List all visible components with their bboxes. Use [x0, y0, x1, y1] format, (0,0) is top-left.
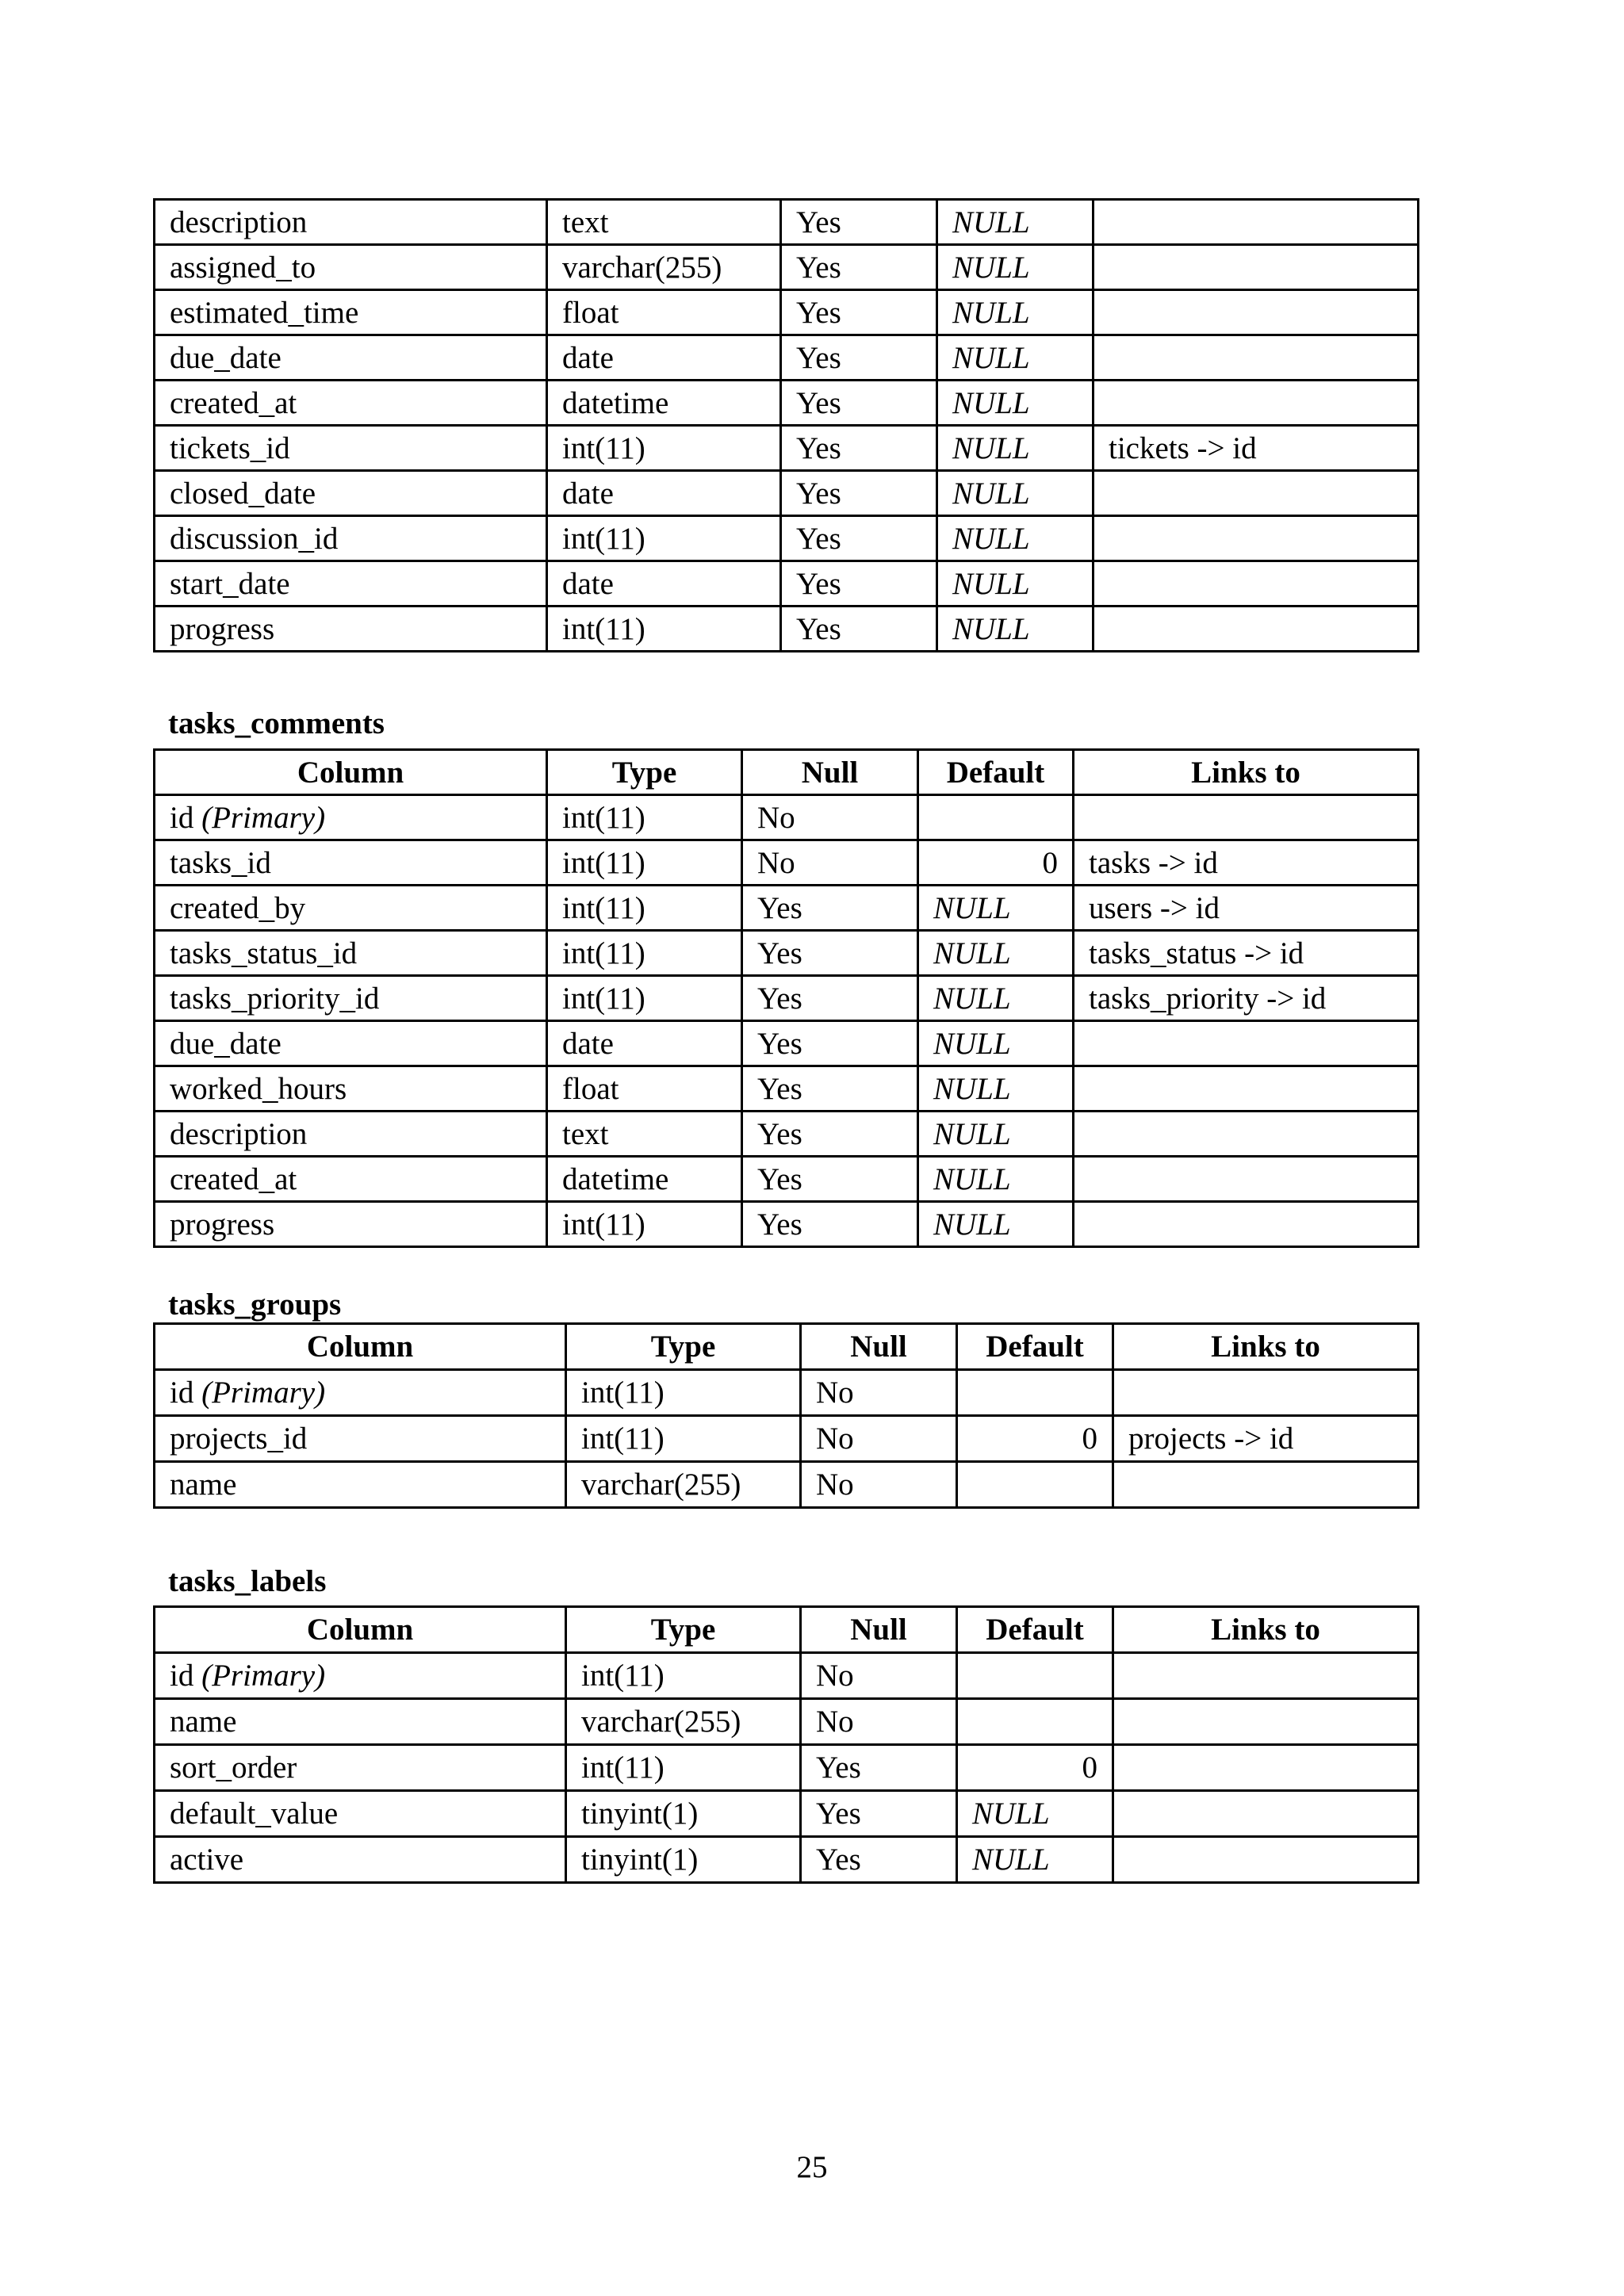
cell-column-name	[155, 607, 547, 652]
cell-type: int(11)	[566, 1653, 801, 1699]
cell-column-name	[155, 886, 547, 931]
cell-column-name	[155, 290, 547, 335]
tasks-comments-table	[153, 748, 1419, 1248]
cell-type: tinyint(1)	[566, 1837, 801, 1883]
table-row	[155, 976, 1419, 1021]
cell-column-name	[155, 561, 547, 607]
cell-type: float	[547, 1066, 742, 1112]
cell-default	[918, 795, 1074, 840]
cell-type: int(11)	[547, 1202, 742, 1247]
primary-key-marker: (Primary)	[201, 1659, 326, 1693]
cell-column-name	[155, 1066, 547, 1112]
table-header-row	[155, 1324, 1419, 1370]
column-name: progress	[170, 611, 275, 646]
cell-default	[957, 1653, 1113, 1699]
cell-links-to	[1094, 290, 1419, 335]
column-name: created_by	[170, 890, 306, 925]
table-row	[155, 1202, 1419, 1247]
cell-null: Yes	[781, 290, 937, 335]
primary-key-marker: (Primary)	[201, 1376, 326, 1410]
table-row	[155, 1462, 1419, 1508]
column-name: due_date	[170, 340, 282, 375]
table-row	[155, 290, 1419, 335]
column-name: name	[170, 1468, 237, 1502]
column-name: active	[170, 1843, 244, 1877]
table-row	[155, 200, 1419, 245]
table-row	[155, 335, 1419, 381]
cell-type: text	[547, 1112, 742, 1157]
cell-null: No	[801, 1370, 957, 1416]
column-name: projects_id	[170, 1422, 308, 1456]
cell-links-to	[1074, 1066, 1419, 1112]
cell-column-name	[155, 1699, 566, 1745]
cell-links-to: tasks -> id	[1074, 840, 1419, 886]
cell-default: NULL	[937, 607, 1094, 652]
column-name: id	[170, 800, 202, 835]
column-header: Null	[742, 750, 918, 795]
cell-null: Yes	[801, 1791, 957, 1837]
cell-null: Yes	[781, 516, 937, 561]
cell-type: datetime	[547, 381, 781, 426]
column-name: tasks_status_id	[170, 936, 358, 970]
cell-column-name	[155, 976, 547, 1021]
table-header-row	[155, 750, 1419, 795]
cell-links-to	[1113, 1462, 1419, 1508]
cell-column-name	[155, 335, 547, 381]
cell-default: NULL	[918, 1157, 1074, 1202]
table-row	[155, 1837, 1419, 1883]
table-row	[155, 516, 1419, 561]
cell-column-name	[155, 200, 547, 245]
cell-type: int(11)	[547, 976, 742, 1021]
table-row	[155, 840, 1419, 886]
table-row	[155, 931, 1419, 976]
column-header: Links to	[1113, 1607, 1419, 1653]
cell-column-name	[155, 795, 547, 840]
cell-links-to	[1113, 1653, 1419, 1699]
cell-null: Yes	[781, 200, 937, 245]
cell-null: Yes	[742, 976, 918, 1021]
column-name: discussion_id	[170, 521, 339, 556]
cell-type: int(11)	[547, 931, 742, 976]
column-name: assigned_to	[170, 250, 316, 285]
cell-column-name	[155, 1157, 547, 1202]
table-row	[155, 795, 1419, 840]
cell-default: 0	[918, 840, 1074, 886]
cell-type: int(11)	[547, 886, 742, 931]
cell-column-name	[155, 1202, 547, 1247]
cell-default	[957, 1699, 1113, 1745]
cell-links-to	[1094, 471, 1419, 516]
cell-null: Yes	[801, 1745, 957, 1791]
column-name: worked_hours	[170, 1071, 347, 1106]
cell-null: No	[801, 1416, 957, 1462]
cell-column-name	[155, 840, 547, 886]
table-row	[155, 607, 1419, 652]
cell-null: No	[801, 1699, 957, 1745]
cell-column-name	[155, 471, 547, 516]
cell-links-to: tasks_status -> id	[1074, 931, 1419, 976]
cell-null: Yes	[781, 381, 937, 426]
cell-null: Yes	[781, 335, 937, 381]
column-header: Default	[957, 1607, 1113, 1653]
cell-links-to	[1074, 1021, 1419, 1066]
cell-null: No	[742, 840, 918, 886]
cell-column-name	[155, 1370, 566, 1416]
cell-links-to	[1074, 795, 1419, 840]
cell-links-to: tasks_priority -> id	[1074, 976, 1419, 1021]
column-header: Default	[918, 750, 1074, 795]
table-row	[155, 1416, 1419, 1462]
cell-default: NULL	[918, 1202, 1074, 1247]
column-name: id	[170, 1659, 202, 1693]
cell-type: int(11)	[566, 1416, 801, 1462]
cell-null: Yes	[742, 1066, 918, 1112]
cell-links-to: tickets -> id	[1094, 426, 1419, 471]
table-row	[155, 1791, 1419, 1837]
cell-links-to: projects -> id	[1113, 1416, 1419, 1462]
cell-links-to	[1094, 200, 1419, 245]
cell-type: int(11)	[566, 1745, 801, 1791]
tasks-table-continued	[153, 198, 1419, 652]
cell-column-name	[155, 931, 547, 976]
table-title-tasks-labels: tasks_labels	[168, 1564, 327, 1598]
column-header: Type	[547, 750, 742, 795]
cell-null: Yes	[742, 886, 918, 931]
column-header: Type	[566, 1607, 801, 1653]
cell-default: 0	[957, 1416, 1113, 1462]
cell-column-name	[155, 1791, 566, 1837]
cell-links-to	[1113, 1791, 1419, 1837]
primary-key-marker: (Primary)	[201, 800, 326, 835]
cell-type: int(11)	[547, 607, 781, 652]
cell-default	[957, 1462, 1113, 1508]
column-name: start_date	[170, 566, 290, 601]
column-name: description	[170, 1116, 308, 1151]
column-header: Column	[155, 1607, 566, 1653]
cell-null: Yes	[781, 245, 937, 290]
cell-links-to	[1113, 1745, 1419, 1791]
table-row	[155, 1745, 1419, 1791]
table-row	[155, 886, 1419, 931]
cell-null: Yes	[742, 1021, 918, 1066]
cell-null: Yes	[781, 426, 937, 471]
cell-null: Yes	[742, 931, 918, 976]
cell-links-to	[1094, 245, 1419, 290]
cell-type: varchar(255)	[566, 1699, 801, 1745]
cell-links-to: users -> id	[1074, 886, 1419, 931]
cell-type: date	[547, 561, 781, 607]
column-header: Links to	[1113, 1324, 1419, 1370]
cell-links-to	[1094, 561, 1419, 607]
column-name: tickets_id	[170, 430, 290, 465]
cell-default: NULL	[918, 1066, 1074, 1112]
cell-type: varchar(255)	[547, 245, 781, 290]
column-name: tasks_id	[170, 845, 271, 880]
cell-default: NULL	[937, 335, 1094, 381]
cell-type: tinyint(1)	[566, 1791, 801, 1837]
table-header-row	[155, 1607, 1419, 1653]
column-name: id	[170, 1376, 202, 1410]
column-name: closed_date	[170, 476, 316, 511]
table-row	[155, 471, 1419, 516]
column-name: sort_order	[170, 1751, 297, 1785]
cell-null: No	[801, 1653, 957, 1699]
cell-default: NULL	[918, 1021, 1074, 1066]
column-name: name	[170, 1705, 237, 1739]
cell-null: Yes	[742, 1112, 918, 1157]
cell-default: NULL	[937, 381, 1094, 426]
table-row	[155, 1066, 1419, 1112]
cell-null: Yes	[781, 607, 937, 652]
cell-default: 0	[957, 1745, 1113, 1791]
cell-column-name	[155, 516, 547, 561]
column-name: due_date	[170, 1026, 282, 1061]
cell-type: float	[547, 290, 781, 335]
cell-null: Yes	[742, 1202, 918, 1247]
cell-column-name	[155, 426, 547, 471]
cell-links-to	[1094, 516, 1419, 561]
table-row	[155, 1370, 1419, 1416]
cell-null: No	[742, 795, 918, 840]
cell-type: date	[547, 335, 781, 381]
cell-links-to	[1094, 607, 1419, 652]
cell-column-name	[155, 1112, 547, 1157]
cell-type: int(11)	[547, 516, 781, 561]
cell-default: NULL	[918, 886, 1074, 931]
cell-null: Yes	[781, 471, 937, 516]
cell-default: NULL	[957, 1791, 1113, 1837]
table-row	[155, 1112, 1419, 1157]
cell-default: NULL	[937, 200, 1094, 245]
cell-links-to	[1113, 1837, 1419, 1883]
cell-default: NULL	[937, 561, 1094, 607]
cell-links-to	[1113, 1699, 1419, 1745]
cell-default: NULL	[937, 516, 1094, 561]
column-name: created_at	[170, 1161, 297, 1196]
cell-column-name	[155, 1021, 547, 1066]
cell-type: date	[547, 471, 781, 516]
cell-type: int(11)	[547, 840, 742, 886]
cell-column-name	[155, 1462, 566, 1508]
column-header: Default	[957, 1324, 1113, 1370]
cell-links-to	[1113, 1370, 1419, 1416]
column-header: Column	[155, 1324, 566, 1370]
cell-type: int(11)	[547, 795, 742, 840]
cell-type: datetime	[547, 1157, 742, 1202]
cell-default	[957, 1370, 1113, 1416]
cell-null: Yes	[742, 1157, 918, 1202]
column-header: Column	[155, 750, 547, 795]
table-row	[155, 1699, 1419, 1745]
cell-default: NULL	[937, 471, 1094, 516]
table-row	[155, 561, 1419, 607]
cell-default: NULL	[918, 976, 1074, 1021]
cell-default: NULL	[937, 290, 1094, 335]
table-row	[155, 1157, 1419, 1202]
table-row	[155, 1653, 1419, 1699]
cell-type: text	[547, 200, 781, 245]
cell-type: int(11)	[566, 1370, 801, 1416]
page-number: 25	[796, 2150, 828, 2184]
column-name: estimated_time	[170, 295, 359, 330]
cell-column-name	[155, 1745, 566, 1791]
column-header: Null	[801, 1324, 957, 1370]
column-name: default_value	[170, 1797, 339, 1831]
tasks-groups-table	[153, 1322, 1419, 1509]
table-row	[155, 381, 1419, 426]
cell-column-name	[155, 1416, 566, 1462]
cell-default: NULL	[918, 1112, 1074, 1157]
column-name: progress	[170, 1207, 275, 1242]
cell-default: NULL	[937, 426, 1094, 471]
cell-type: date	[547, 1021, 742, 1066]
cell-column-name	[155, 1653, 566, 1699]
column-name: tasks_priority_id	[170, 981, 380, 1016]
table-title-tasks-groups: tasks_groups	[168, 1288, 342, 1322]
cell-default: NULL	[937, 245, 1094, 290]
cell-column-name	[155, 245, 547, 290]
table-row	[155, 245, 1419, 290]
cell-null: Yes	[801, 1837, 957, 1883]
cell-type: int(11)	[547, 426, 781, 471]
table-row	[155, 1021, 1419, 1066]
column-name: created_at	[170, 385, 297, 420]
cell-default: NULL	[918, 931, 1074, 976]
cell-null: Yes	[781, 561, 937, 607]
cell-column-name	[155, 381, 547, 426]
column-header: Null	[801, 1607, 957, 1653]
cell-links-to	[1074, 1157, 1419, 1202]
cell-links-to	[1074, 1202, 1419, 1247]
column-header: Type	[566, 1324, 801, 1370]
column-header: Links to	[1074, 750, 1419, 795]
cell-links-to	[1094, 381, 1419, 426]
tasks-labels-table	[153, 1605, 1419, 1884]
cell-column-name	[155, 1837, 566, 1883]
table-title-tasks-comments: tasks_comments	[168, 706, 385, 740]
cell-links-to	[1074, 1112, 1419, 1157]
table-row	[155, 426, 1419, 471]
cell-default: NULL	[957, 1837, 1113, 1883]
cell-null: No	[801, 1462, 957, 1508]
column-name: description	[170, 205, 308, 239]
cell-type: varchar(255)	[566, 1462, 801, 1508]
cell-links-to	[1094, 335, 1419, 381]
